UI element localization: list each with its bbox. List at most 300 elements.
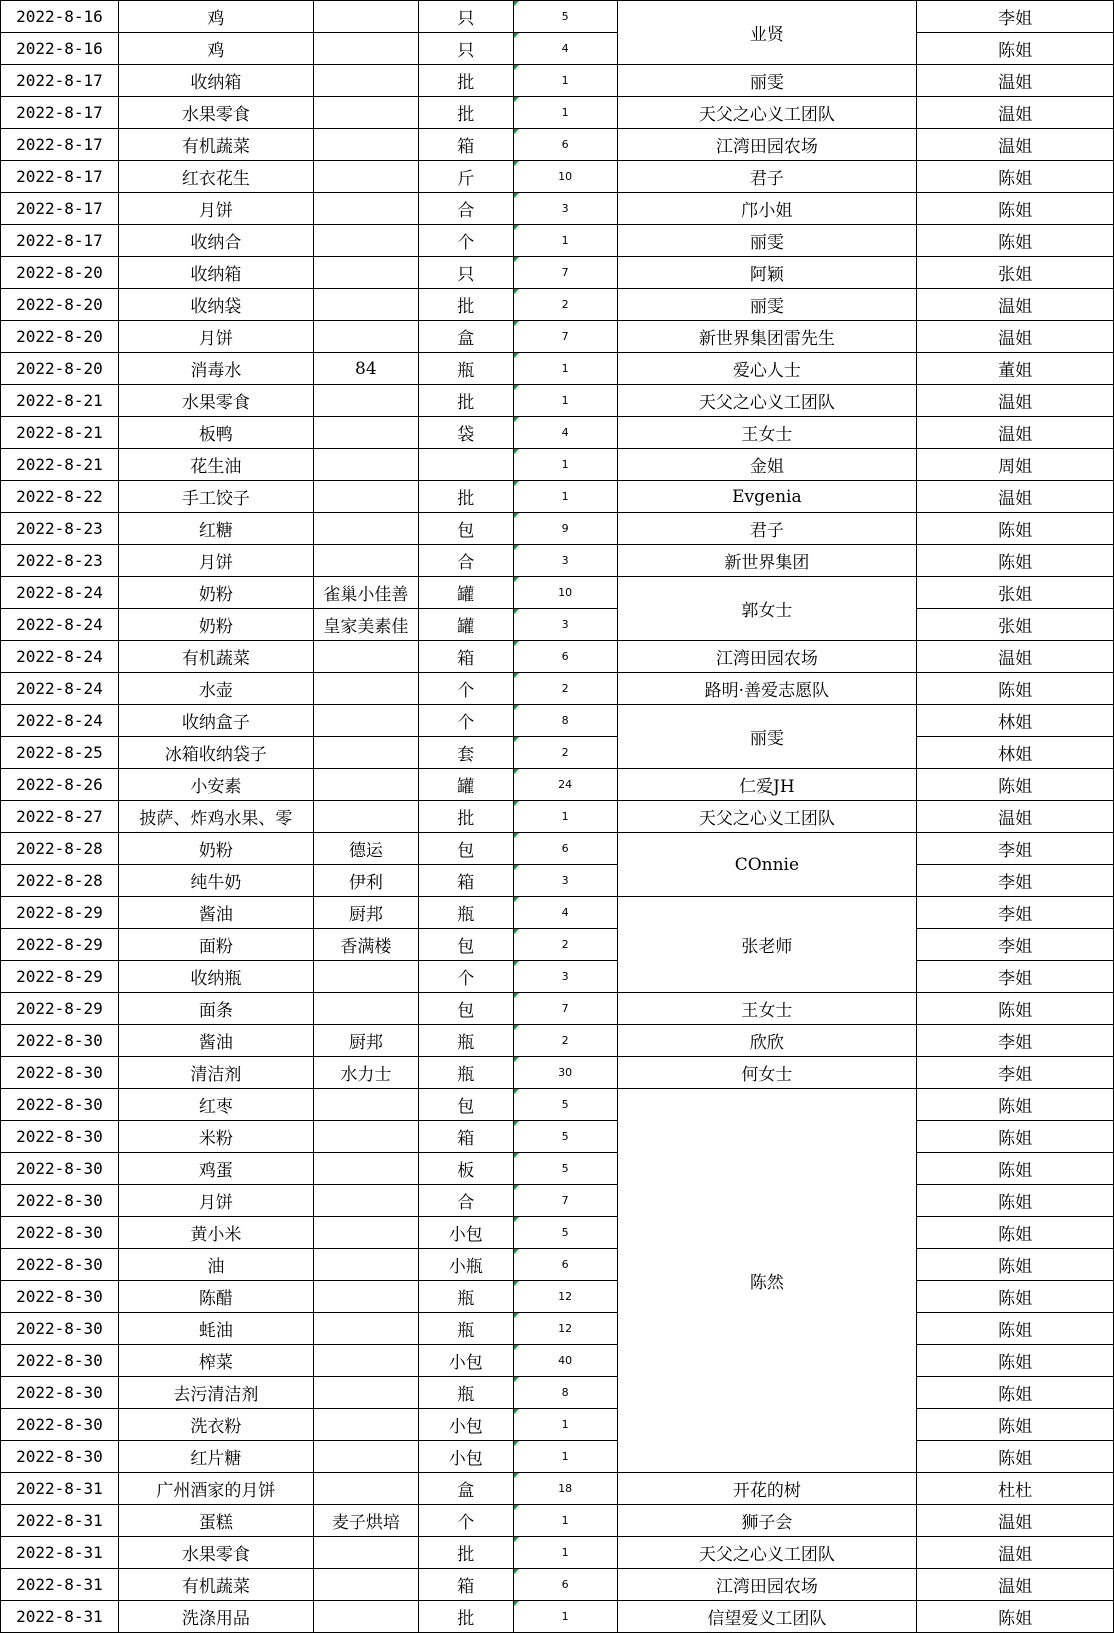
- date-cell[interactable]: 2022-8-29: [1, 897, 119, 929]
- quantity-cell[interactable]: 30: [513, 1057, 617, 1089]
- spec-cell[interactable]: [313, 193, 418, 225]
- receiver-cell[interactable]: 陈姐: [917, 545, 1114, 577]
- unit-cell[interactable]: 批: [418, 1601, 513, 1633]
- donor-cell[interactable]: 丽雯: [617, 225, 917, 257]
- receiver-cell[interactable]: 李姐: [917, 1, 1114, 33]
- date-cell[interactable]: 2022-8-20: [1, 321, 119, 353]
- quantity-cell[interactable]: 12: [513, 1313, 617, 1345]
- receiver-cell[interactable]: 陈姐: [917, 33, 1114, 65]
- donor-cell[interactable]: 邝小姐: [617, 193, 917, 225]
- item-cell[interactable]: 有机蔬菜: [118, 129, 313, 161]
- donor-cell[interactable]: 君子: [617, 513, 917, 545]
- receiver-cell[interactable]: 张姐: [917, 257, 1114, 289]
- receiver-cell[interactable]: 杜杜: [917, 1473, 1114, 1505]
- unit-cell[interactable]: 个: [418, 673, 513, 705]
- quantity-cell[interactable]: 2: [513, 673, 617, 705]
- donor-cell[interactable]: 丽雯: [617, 289, 917, 321]
- quantity-cell[interactable]: 7: [513, 321, 617, 353]
- spec-cell[interactable]: [313, 417, 418, 449]
- quantity-cell[interactable]: 18: [513, 1473, 617, 1505]
- spec-cell[interactable]: [313, 1249, 418, 1281]
- date-cell[interactable]: 2022-8-28: [1, 833, 119, 865]
- item-cell[interactable]: 月饼: [118, 193, 313, 225]
- receiver-cell[interactable]: 林姐: [917, 705, 1114, 737]
- item-cell[interactable]: 花生油: [118, 449, 313, 481]
- unit-cell[interactable]: 包: [418, 833, 513, 865]
- unit-cell[interactable]: 合: [418, 1185, 513, 1217]
- receiver-cell[interactable]: 李姐: [917, 865, 1114, 897]
- quantity-cell[interactable]: 5: [513, 1121, 617, 1153]
- spec-cell[interactable]: 香满楼: [313, 929, 418, 961]
- date-cell[interactable]: 2022-8-24: [1, 673, 119, 705]
- item-cell[interactable]: 水果零食: [118, 1537, 313, 1569]
- quantity-cell[interactable]: 3: [513, 193, 617, 225]
- item-cell[interactable]: 收纳瓶: [118, 961, 313, 993]
- item-cell[interactable]: 油: [118, 1249, 313, 1281]
- spec-cell[interactable]: [313, 705, 418, 737]
- unit-cell[interactable]: 瓶: [418, 1057, 513, 1089]
- receiver-cell[interactable]: 陈姐: [917, 1217, 1114, 1249]
- date-cell[interactable]: 2022-8-30: [1, 1121, 119, 1153]
- receiver-cell[interactable]: 温姐: [917, 65, 1114, 97]
- quantity-cell[interactable]: 5: [513, 1089, 617, 1121]
- quantity-cell[interactable]: 3: [513, 865, 617, 897]
- date-cell[interactable]: 2022-8-17: [1, 225, 119, 257]
- receiver-cell[interactable]: 李姐: [917, 929, 1114, 961]
- receiver-cell[interactable]: 陈姐: [917, 193, 1114, 225]
- donor-cell[interactable]: 金姐: [617, 449, 917, 481]
- receiver-cell[interactable]: 周姐: [917, 449, 1114, 481]
- date-cell[interactable]: 2022-8-30: [1, 1057, 119, 1089]
- spec-cell[interactable]: [313, 1, 418, 33]
- spec-cell[interactable]: [313, 289, 418, 321]
- spec-cell[interactable]: 麦子烘培: [313, 1505, 418, 1537]
- unit-cell[interactable]: 瓶: [418, 1281, 513, 1313]
- item-cell[interactable]: 酱油: [118, 1025, 313, 1057]
- unit-cell[interactable]: 批: [418, 97, 513, 129]
- receiver-cell[interactable]: 陈姐: [917, 1185, 1114, 1217]
- quantity-cell[interactable]: 2: [513, 1025, 617, 1057]
- unit-cell[interactable]: 小瓶: [418, 1249, 513, 1281]
- spec-cell[interactable]: [313, 513, 418, 545]
- spec-cell[interactable]: [313, 97, 418, 129]
- spec-cell[interactable]: 雀巢小佳善: [313, 577, 418, 609]
- quantity-cell[interactable]: 7: [513, 1185, 617, 1217]
- date-cell[interactable]: 2022-8-17: [1, 97, 119, 129]
- receiver-cell[interactable]: 陈姐: [917, 1089, 1114, 1121]
- date-cell[interactable]: 2022-8-22: [1, 481, 119, 513]
- spec-cell[interactable]: [313, 1345, 418, 1377]
- unit-cell[interactable]: 小包: [418, 1441, 513, 1473]
- spec-cell[interactable]: [313, 1377, 418, 1409]
- donor-cell[interactable]: 仁爱JH: [617, 769, 917, 801]
- unit-cell[interactable]: 合: [418, 545, 513, 577]
- unit-cell[interactable]: 瓶: [418, 1313, 513, 1345]
- date-cell[interactable]: 2022-8-30: [1, 1441, 119, 1473]
- unit-cell[interactable]: 瓶: [418, 1025, 513, 1057]
- item-cell[interactable]: 鸡: [118, 1, 313, 33]
- spec-cell[interactable]: 伊利: [313, 865, 418, 897]
- date-cell[interactable]: 2022-8-29: [1, 961, 119, 993]
- date-cell[interactable]: 2022-8-31: [1, 1601, 119, 1633]
- item-cell[interactable]: 红片糖: [118, 1441, 313, 1473]
- spec-cell[interactable]: [313, 737, 418, 769]
- quantity-cell[interactable]: 6: [513, 1569, 617, 1601]
- item-cell[interactable]: 小安素: [118, 769, 313, 801]
- spec-cell[interactable]: [313, 321, 418, 353]
- date-cell[interactable]: 2022-8-20: [1, 289, 119, 321]
- date-cell[interactable]: 2022-8-21: [1, 417, 119, 449]
- item-cell[interactable]: 有机蔬菜: [118, 1569, 313, 1601]
- date-cell[interactable]: 2022-8-20: [1, 353, 119, 385]
- donor-cell[interactable]: 新世界集团: [617, 545, 917, 577]
- quantity-cell[interactable]: 4: [513, 417, 617, 449]
- item-cell[interactable]: 榨菜: [118, 1345, 313, 1377]
- quantity-cell[interactable]: 3: [513, 545, 617, 577]
- quantity-cell[interactable]: 9: [513, 513, 617, 545]
- spec-cell[interactable]: [313, 65, 418, 97]
- quantity-cell[interactable]: 1: [513, 1601, 617, 1633]
- spec-cell[interactable]: [313, 161, 418, 193]
- date-cell[interactable]: 2022-8-31: [1, 1569, 119, 1601]
- spec-cell[interactable]: [313, 1153, 418, 1185]
- donor-cell[interactable]: 欣欣: [617, 1025, 917, 1057]
- quantity-cell[interactable]: 1: [513, 481, 617, 513]
- receiver-cell[interactable]: 陈姐: [917, 769, 1114, 801]
- receiver-cell[interactable]: 李姐: [917, 1025, 1114, 1057]
- spec-cell[interactable]: [313, 673, 418, 705]
- item-cell[interactable]: 水壶: [118, 673, 313, 705]
- receiver-cell[interactable]: 李姐: [917, 1057, 1114, 1089]
- quantity-cell[interactable]: 1: [513, 1409, 617, 1441]
- item-cell[interactable]: 面粉: [118, 929, 313, 961]
- unit-cell[interactable]: 箱: [418, 865, 513, 897]
- date-cell[interactable]: 2022-8-21: [1, 449, 119, 481]
- spec-cell[interactable]: 84: [313, 353, 418, 385]
- donor-cell[interactable]: 爱心人士: [617, 353, 917, 385]
- receiver-cell[interactable]: 陈姐: [917, 673, 1114, 705]
- item-cell[interactable]: 清洁剂: [118, 1057, 313, 1089]
- spec-cell[interactable]: [313, 1601, 418, 1633]
- unit-cell[interactable]: 批: [418, 289, 513, 321]
- item-cell[interactable]: 红枣: [118, 1089, 313, 1121]
- unit-cell[interactable]: 板: [418, 1153, 513, 1185]
- spec-cell[interactable]: [313, 1217, 418, 1249]
- item-cell[interactable]: 面条: [118, 993, 313, 1025]
- spec-cell[interactable]: [313, 33, 418, 65]
- donor-cell[interactable]: 狮子会: [617, 1505, 917, 1537]
- donor-cell[interactable]: 江湾田园农场: [617, 1569, 917, 1601]
- unit-cell[interactable]: 斤: [418, 161, 513, 193]
- unit-cell[interactable]: 个: [418, 705, 513, 737]
- receiver-cell[interactable]: 温姐: [917, 129, 1114, 161]
- receiver-cell[interactable]: 温姐: [917, 289, 1114, 321]
- date-cell[interactable]: 2022-8-29: [1, 993, 119, 1025]
- receiver-cell[interactable]: 董姐: [917, 353, 1114, 385]
- spec-cell[interactable]: [313, 481, 418, 513]
- unit-cell[interactable]: 个: [418, 961, 513, 993]
- item-cell[interactable]: 收纳箱: [118, 65, 313, 97]
- donor-cell[interactable]: 天父之心义工团队: [617, 385, 917, 417]
- date-cell[interactable]: 2022-8-23: [1, 545, 119, 577]
- date-cell[interactable]: 2022-8-17: [1, 193, 119, 225]
- item-cell[interactable]: 有机蔬菜: [118, 641, 313, 673]
- quantity-cell[interactable]: 1: [513, 65, 617, 97]
- item-cell[interactable]: 蛋糕: [118, 1505, 313, 1537]
- receiver-cell[interactable]: 温姐: [917, 801, 1114, 833]
- spec-cell[interactable]: [313, 801, 418, 833]
- spec-cell[interactable]: [313, 641, 418, 673]
- quantity-cell[interactable]: 1: [513, 1505, 617, 1537]
- donor-cell[interactable]: 江湾田园农场: [617, 641, 917, 673]
- spec-cell[interactable]: 德运: [313, 833, 418, 865]
- unit-cell[interactable]: 罐: [418, 769, 513, 801]
- item-cell[interactable]: 水果零食: [118, 385, 313, 417]
- item-cell[interactable]: 手工饺子: [118, 481, 313, 513]
- receiver-cell[interactable]: 温姐: [917, 97, 1114, 129]
- unit-cell[interactable]: 包: [418, 513, 513, 545]
- spec-cell[interactable]: [313, 1473, 418, 1505]
- date-cell[interactable]: 2022-8-24: [1, 641, 119, 673]
- receiver-cell[interactable]: 陈姐: [917, 1313, 1114, 1345]
- donor-cell[interactable]: 丽雯: [617, 705, 917, 769]
- item-cell[interactable]: 广州酒家的月饼: [118, 1473, 313, 1505]
- unit-cell[interactable]: 批: [418, 1537, 513, 1569]
- unit-cell[interactable]: 罐: [418, 577, 513, 609]
- receiver-cell[interactable]: 陈姐: [917, 513, 1114, 545]
- unit-cell[interactable]: [418, 449, 513, 481]
- item-cell[interactable]: 奶粉: [118, 577, 313, 609]
- item-cell[interactable]: 去污清洁剂: [118, 1377, 313, 1409]
- receiver-cell[interactable]: 林姐: [917, 737, 1114, 769]
- unit-cell[interactable]: 批: [418, 385, 513, 417]
- quantity-cell[interactable]: 4: [513, 897, 617, 929]
- quantity-cell[interactable]: 10: [513, 161, 617, 193]
- date-cell[interactable]: 2022-8-30: [1, 1025, 119, 1057]
- receiver-cell[interactable]: 温姐: [917, 481, 1114, 513]
- receiver-cell[interactable]: 陈姐: [917, 1441, 1114, 1473]
- spec-cell[interactable]: [313, 545, 418, 577]
- unit-cell[interactable]: 盒: [418, 1473, 513, 1505]
- spec-cell[interactable]: [313, 769, 418, 801]
- spec-cell[interactable]: 厨邦: [313, 897, 418, 929]
- donor-cell[interactable]: 天父之心义工团队: [617, 97, 917, 129]
- receiver-cell[interactable]: 李姐: [917, 897, 1114, 929]
- item-cell[interactable]: 洗衣粉: [118, 1409, 313, 1441]
- receiver-cell[interactable]: 陈姐: [917, 1249, 1114, 1281]
- quantity-cell[interactable]: 1: [513, 1537, 617, 1569]
- donor-cell[interactable]: 阿颖: [617, 257, 917, 289]
- unit-cell[interactable]: 个: [418, 225, 513, 257]
- quantity-cell[interactable]: 1: [513, 801, 617, 833]
- unit-cell[interactable]: 罐: [418, 609, 513, 641]
- spec-cell[interactable]: [313, 1089, 418, 1121]
- receiver-cell[interactable]: 陈姐: [917, 1345, 1114, 1377]
- donor-cell[interactable]: 郭女士: [617, 577, 917, 641]
- date-cell[interactable]: 2022-8-24: [1, 609, 119, 641]
- item-cell[interactable]: 洗涤用品: [118, 1601, 313, 1633]
- spec-cell[interactable]: [313, 1185, 418, 1217]
- unit-cell[interactable]: 箱: [418, 641, 513, 673]
- date-cell[interactable]: 2022-8-20: [1, 257, 119, 289]
- quantity-cell[interactable]: 10: [513, 577, 617, 609]
- unit-cell[interactable]: 包: [418, 929, 513, 961]
- donor-cell[interactable]: 何女士: [617, 1057, 917, 1089]
- receiver-cell[interactable]: 温姐: [917, 321, 1114, 353]
- donor-cell[interactable]: 陈然: [617, 1089, 917, 1473]
- unit-cell[interactable]: 批: [418, 801, 513, 833]
- spec-cell[interactable]: [313, 449, 418, 481]
- quantity-cell[interactable]: 24: [513, 769, 617, 801]
- quantity-cell[interactable]: 2: [513, 737, 617, 769]
- quantity-cell[interactable]: 6: [513, 833, 617, 865]
- donor-cell[interactable]: 王女士: [617, 417, 917, 449]
- unit-cell[interactable]: 个: [418, 1505, 513, 1537]
- item-cell[interactable]: 收纳盒子: [118, 705, 313, 737]
- item-cell[interactable]: 收纳袋: [118, 289, 313, 321]
- unit-cell[interactable]: 包: [418, 993, 513, 1025]
- spec-cell[interactable]: 皇家美素佳: [313, 609, 418, 641]
- receiver-cell[interactable]: 李姐: [917, 961, 1114, 993]
- item-cell[interactable]: 消毒水: [118, 353, 313, 385]
- spec-cell[interactable]: [313, 993, 418, 1025]
- unit-cell[interactable]: 箱: [418, 1121, 513, 1153]
- receiver-cell[interactable]: 温姐: [917, 385, 1114, 417]
- receiver-cell[interactable]: 陈姐: [917, 1153, 1114, 1185]
- donor-cell[interactable]: 丽雯: [617, 65, 917, 97]
- unit-cell[interactable]: 批: [418, 481, 513, 513]
- receiver-cell[interactable]: 陈姐: [917, 225, 1114, 257]
- quantity-cell[interactable]: 1: [513, 385, 617, 417]
- unit-cell[interactable]: 只: [418, 1, 513, 33]
- date-cell[interactable]: 2022-8-30: [1, 1281, 119, 1313]
- donor-cell[interactable]: 天父之心义工团队: [617, 801, 917, 833]
- date-cell[interactable]: 2022-8-29: [1, 929, 119, 961]
- unit-cell[interactable]: 小包: [418, 1409, 513, 1441]
- unit-cell[interactable]: 瓶: [418, 897, 513, 929]
- date-cell[interactable]: 2022-8-30: [1, 1185, 119, 1217]
- date-cell[interactable]: 2022-8-31: [1, 1505, 119, 1537]
- receiver-cell[interactable]: 温姐: [917, 1569, 1114, 1601]
- spec-cell[interactable]: [313, 1569, 418, 1601]
- date-cell[interactable]: 2022-8-24: [1, 577, 119, 609]
- spec-cell[interactable]: [313, 1281, 418, 1313]
- item-cell[interactable]: 蚝油: [118, 1313, 313, 1345]
- item-cell[interactable]: 鸡蛋: [118, 1153, 313, 1185]
- date-cell[interactable]: 2022-8-30: [1, 1153, 119, 1185]
- unit-cell[interactable]: 袋: [418, 417, 513, 449]
- quantity-cell[interactable]: 1: [513, 449, 617, 481]
- quantity-cell[interactable]: 7: [513, 257, 617, 289]
- receiver-cell[interactable]: 陈姐: [917, 1409, 1114, 1441]
- donor-cell[interactable]: Evgenia: [617, 481, 917, 513]
- receiver-cell[interactable]: 温姐: [917, 1537, 1114, 1569]
- item-cell[interactable]: 收纳箱: [118, 257, 313, 289]
- donor-cell[interactable]: COnnie: [617, 833, 917, 897]
- quantity-cell[interactable]: 4: [513, 33, 617, 65]
- quantity-cell[interactable]: 40: [513, 1345, 617, 1377]
- quantity-cell[interactable]: 12: [513, 1281, 617, 1313]
- unit-cell[interactable]: 箱: [418, 1569, 513, 1601]
- quantity-cell[interactable]: 2: [513, 289, 617, 321]
- quantity-cell[interactable]: 8: [513, 1377, 617, 1409]
- spec-cell[interactable]: [313, 1121, 418, 1153]
- unit-cell[interactable]: 箱: [418, 129, 513, 161]
- unit-cell[interactable]: 只: [418, 257, 513, 289]
- unit-cell[interactable]: 包: [418, 1089, 513, 1121]
- quantity-cell[interactable]: 3: [513, 961, 617, 993]
- quantity-cell[interactable]: 5: [513, 1153, 617, 1185]
- receiver-cell[interactable]: 陈姐: [917, 1281, 1114, 1313]
- receiver-cell[interactable]: 陈姐: [917, 993, 1114, 1025]
- donor-cell[interactable]: 君子: [617, 161, 917, 193]
- date-cell[interactable]: 2022-8-27: [1, 801, 119, 833]
- spec-cell[interactable]: [313, 1409, 418, 1441]
- spec-cell[interactable]: [313, 129, 418, 161]
- spec-cell[interactable]: 水力士: [313, 1057, 418, 1089]
- receiver-cell[interactable]: 陈姐: [917, 1377, 1114, 1409]
- unit-cell[interactable]: 套: [418, 737, 513, 769]
- unit-cell[interactable]: 盒: [418, 321, 513, 353]
- date-cell[interactable]: 2022-8-25: [1, 737, 119, 769]
- item-cell[interactable]: 鸡: [118, 33, 313, 65]
- item-cell[interactable]: 水果零食: [118, 97, 313, 129]
- spec-cell[interactable]: [313, 961, 418, 993]
- spec-cell[interactable]: 厨邦: [313, 1025, 418, 1057]
- date-cell[interactable]: 2022-8-17: [1, 161, 119, 193]
- spec-cell[interactable]: [313, 257, 418, 289]
- unit-cell[interactable]: 小包: [418, 1217, 513, 1249]
- unit-cell[interactable]: 瓶: [418, 1377, 513, 1409]
- quantity-cell[interactable]: 1: [513, 1441, 617, 1473]
- date-cell[interactable]: 2022-8-30: [1, 1409, 119, 1441]
- quantity-cell[interactable]: 6: [513, 129, 617, 161]
- item-cell[interactable]: 红衣花生: [118, 161, 313, 193]
- quantity-cell[interactable]: 1: [513, 225, 617, 257]
- quantity-cell[interactable]: 6: [513, 1249, 617, 1281]
- spec-cell[interactable]: [313, 385, 418, 417]
- date-cell[interactable]: 2022-8-26: [1, 769, 119, 801]
- date-cell[interactable]: 2022-8-21: [1, 385, 119, 417]
- receiver-cell[interactable]: 陈姐: [917, 161, 1114, 193]
- item-cell[interactable]: 月饼: [118, 545, 313, 577]
- item-cell[interactable]: 纯牛奶: [118, 865, 313, 897]
- donor-cell[interactable]: 新世界集团雷先生: [617, 321, 917, 353]
- receiver-cell[interactable]: 温姐: [917, 1505, 1114, 1537]
- date-cell[interactable]: 2022-8-23: [1, 513, 119, 545]
- receiver-cell[interactable]: 张姐: [917, 577, 1114, 609]
- quantity-cell[interactable]: 1: [513, 97, 617, 129]
- unit-cell[interactable]: 只: [418, 33, 513, 65]
- quantity-cell[interactable]: 2: [513, 929, 617, 961]
- item-cell[interactable]: 月饼: [118, 1185, 313, 1217]
- receiver-cell[interactable]: 温姐: [917, 417, 1114, 449]
- date-cell[interactable]: 2022-8-30: [1, 1217, 119, 1249]
- date-cell[interactable]: 2022-8-17: [1, 65, 119, 97]
- donor-cell[interactable]: 江湾田园农场: [617, 129, 917, 161]
- donor-cell[interactable]: 路明·善爱志愿队: [617, 673, 917, 705]
- spec-cell[interactable]: [313, 1537, 418, 1569]
- item-cell[interactable]: 奶粉: [118, 833, 313, 865]
- unit-cell[interactable]: 小包: [418, 1345, 513, 1377]
- receiver-cell[interactable]: 陈姐: [917, 1121, 1114, 1153]
- item-cell[interactable]: 米粉: [118, 1121, 313, 1153]
- item-cell[interactable]: 披萨、炸鸡水果、零: [118, 801, 313, 833]
- spec-cell[interactable]: [313, 225, 418, 257]
- receiver-cell[interactable]: 温姐: [917, 641, 1114, 673]
- quantity-cell[interactable]: 7: [513, 993, 617, 1025]
- donor-cell[interactable]: 王女士: [617, 993, 917, 1025]
